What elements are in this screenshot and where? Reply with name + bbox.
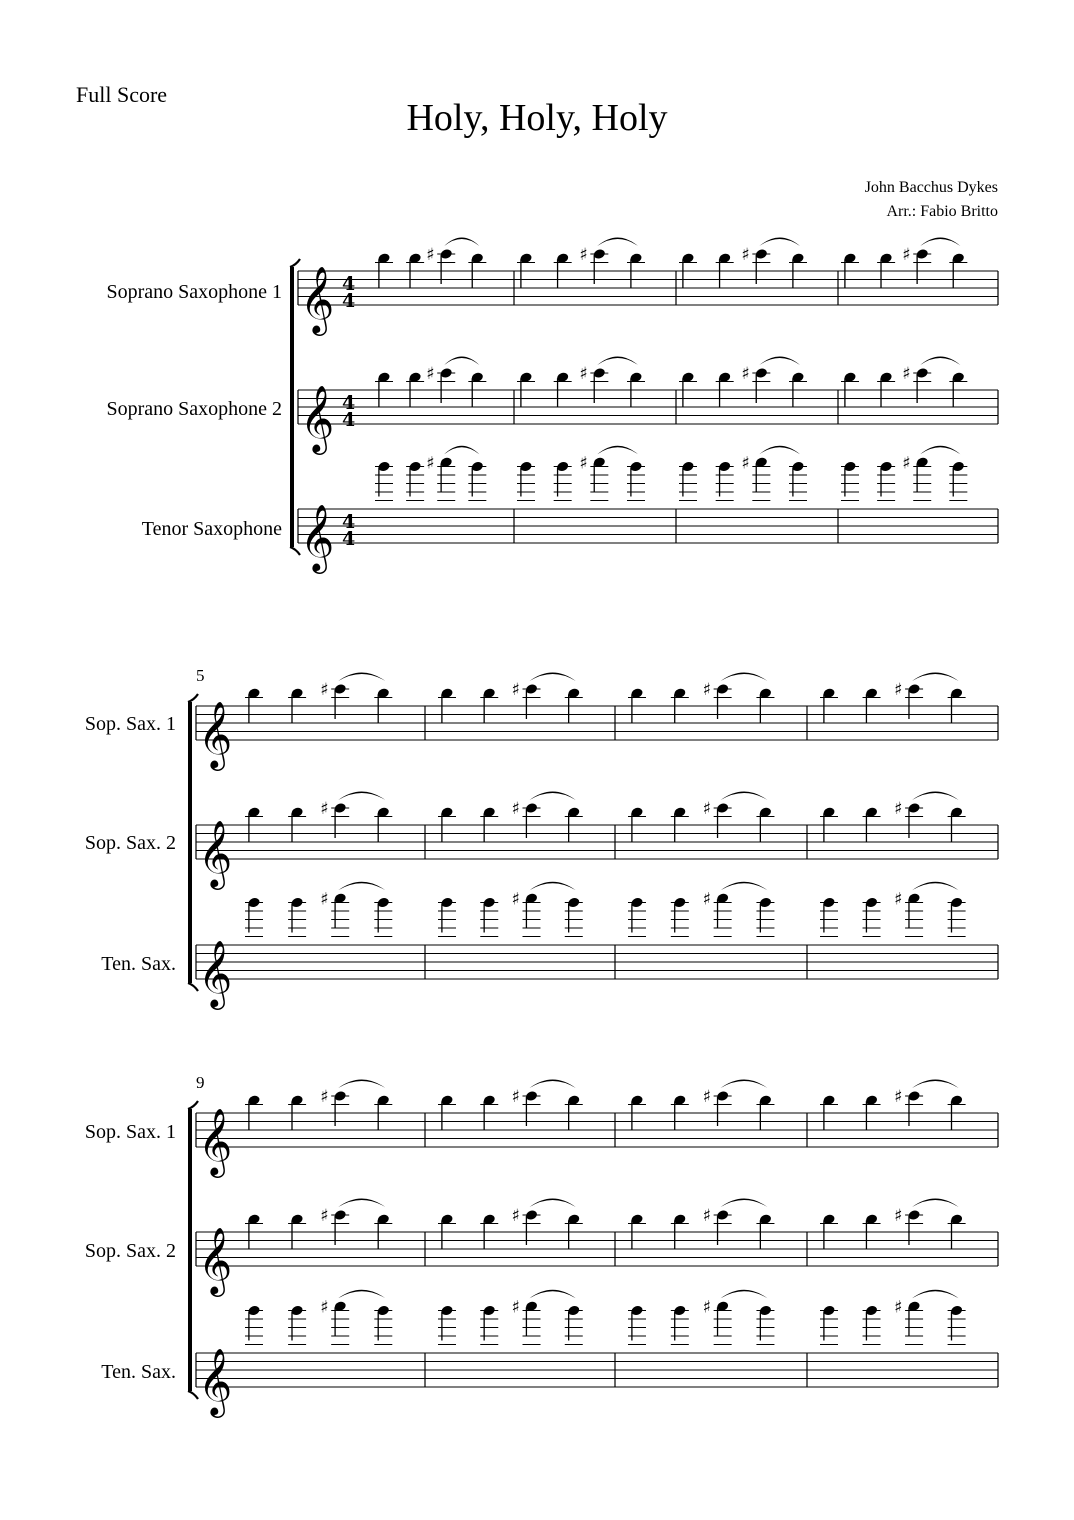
slur — [920, 446, 960, 455]
sharp-icon: ♯ — [579, 364, 588, 384]
staff-label: Soprano Saxophone 1 — [106, 281, 282, 303]
staff-label: Soprano Saxophone 2 — [106, 398, 282, 420]
sharp-icon: ♯ — [320, 889, 329, 910]
staff-label: Sop. Sax. 2 — [84, 832, 176, 854]
staff-label: Tenor Saxophone — [141, 518, 282, 540]
sharp-icon: ♯ — [511, 680, 520, 700]
staff-label: Ten. Sax. — [101, 1361, 176, 1383]
slur — [530, 673, 576, 682]
system-bracket — [188, 1109, 192, 1391]
sharp-icon: ♯ — [702, 799, 711, 819]
treble-clef-icon: 𝄞 — [198, 1107, 233, 1175]
sharp-icon: ♯ — [702, 680, 711, 700]
treble-clef-icon: 𝄞 — [198, 1347, 233, 1415]
slur — [530, 1080, 576, 1089]
sharp-icon: ♯ — [702, 889, 711, 910]
slur — [759, 446, 800, 455]
system-bracket — [290, 267, 294, 547]
slur — [338, 673, 385, 682]
time-signature-bottom: 4 — [342, 290, 356, 312]
staff-label: Sop. Sax. 2 — [84, 1240, 176, 1262]
time-signature-top: 4 — [342, 273, 356, 295]
sharp-icon: ♯ — [511, 799, 520, 819]
slur — [597, 238, 638, 247]
treble-clef-icon: 𝄞 — [198, 939, 233, 1007]
sharp-icon: ♯ — [320, 1297, 329, 1318]
bracket-top-hook — [188, 1101, 198, 1109]
treble-clef-icon: 𝄞 — [300, 384, 335, 452]
time-signature-top: 4 — [342, 392, 356, 414]
slur — [912, 1290, 959, 1299]
sharp-icon: ♯ — [426, 453, 435, 474]
sharp-icon: ♯ — [894, 1206, 903, 1226]
staff-label: Sop. Sax. 1 — [84, 1121, 176, 1143]
slur — [759, 238, 800, 247]
slur — [759, 357, 800, 366]
slur — [530, 882, 576, 891]
treble-clef-icon: 𝄞 — [300, 503, 335, 571]
bracket-top-hook — [188, 694, 198, 702]
time-signature-top: 4 — [342, 511, 356, 533]
sharp-icon: ♯ — [894, 1087, 903, 1107]
slur — [912, 1080, 959, 1089]
slur — [444, 446, 479, 455]
composer-credit: John Bacchus Dykes — [864, 179, 998, 196]
slur — [338, 1080, 385, 1089]
sharp-icon: ♯ — [702, 1087, 711, 1107]
sharp-icon: ♯ — [320, 1087, 329, 1107]
slur — [920, 357, 960, 366]
slur — [721, 1290, 768, 1299]
slur — [444, 238, 479, 247]
sharp-icon: ♯ — [741, 245, 750, 265]
sharp-icon: ♯ — [579, 245, 588, 265]
staff-label: Ten. Sax. — [101, 953, 176, 975]
sharp-icon: ♯ — [511, 1087, 520, 1107]
sharp-icon: ♯ — [902, 453, 911, 474]
sharp-icon: ♯ — [894, 799, 903, 819]
slur — [597, 357, 638, 366]
slur — [530, 1199, 576, 1208]
time-signature-bottom: 4 — [342, 528, 356, 550]
bracket-bottom-hook — [290, 547, 300, 555]
treble-clef-icon: 𝄞 — [198, 819, 233, 887]
sharp-icon: ♯ — [902, 364, 911, 384]
sharp-icon: ♯ — [426, 364, 435, 384]
slur — [530, 792, 576, 801]
measure-number: 9 — [196, 1073, 205, 1092]
arranger-credit: Arr.: Fabio Britto — [886, 203, 998, 220]
sharp-icon: ♯ — [511, 1297, 520, 1318]
sharp-icon: ♯ — [320, 1206, 329, 1226]
slur — [530, 1290, 576, 1299]
measure-number: 5 — [196, 666, 205, 685]
sharp-icon: ♯ — [320, 680, 329, 700]
bracket-bottom-hook — [188, 983, 198, 991]
slur — [920, 238, 960, 247]
slur — [338, 792, 385, 801]
score-type-label: Full Score — [76, 82, 168, 107]
slur — [338, 1199, 385, 1208]
page-title: Holy, Holy, Holy — [406, 97, 668, 139]
slur — [721, 1080, 768, 1089]
sharp-icon: ♯ — [702, 1297, 711, 1318]
sharp-icon: ♯ — [511, 1206, 520, 1226]
slur — [338, 882, 385, 891]
slur — [338, 1290, 385, 1299]
bracket-bottom-hook — [188, 1391, 198, 1399]
sharp-icon: ♯ — [894, 680, 903, 700]
staff-label: Sop. Sax. 1 — [84, 713, 176, 735]
slur — [912, 1199, 959, 1208]
slur — [912, 792, 959, 801]
sharp-icon: ♯ — [902, 245, 911, 265]
time-signature-bottom: 4 — [342, 409, 356, 431]
slur — [912, 882, 959, 891]
sharp-icon: ♯ — [894, 889, 903, 910]
slur — [721, 1199, 768, 1208]
slur — [444, 357, 479, 366]
sharp-icon: ♯ — [741, 453, 750, 474]
sharp-icon: ♯ — [702, 1206, 711, 1226]
system-bracket — [188, 702, 192, 983]
sharp-icon: ♯ — [320, 799, 329, 819]
sharp-icon: ♯ — [579, 453, 588, 474]
sharp-icon: ♯ — [894, 1297, 903, 1318]
sharp-icon: ♯ — [426, 245, 435, 265]
treble-clef-icon: 𝄞 — [198, 1226, 233, 1294]
sharp-icon: ♯ — [741, 364, 750, 384]
slur — [597, 446, 638, 455]
slur — [912, 673, 959, 682]
slur — [721, 673, 768, 682]
slur — [721, 792, 768, 801]
slur — [721, 882, 768, 891]
bracket-top-hook — [290, 259, 300, 267]
sharp-icon: ♯ — [511, 889, 520, 910]
treble-clef-icon: 𝄞 — [300, 265, 335, 333]
treble-clef-icon: 𝄞 — [198, 700, 233, 768]
